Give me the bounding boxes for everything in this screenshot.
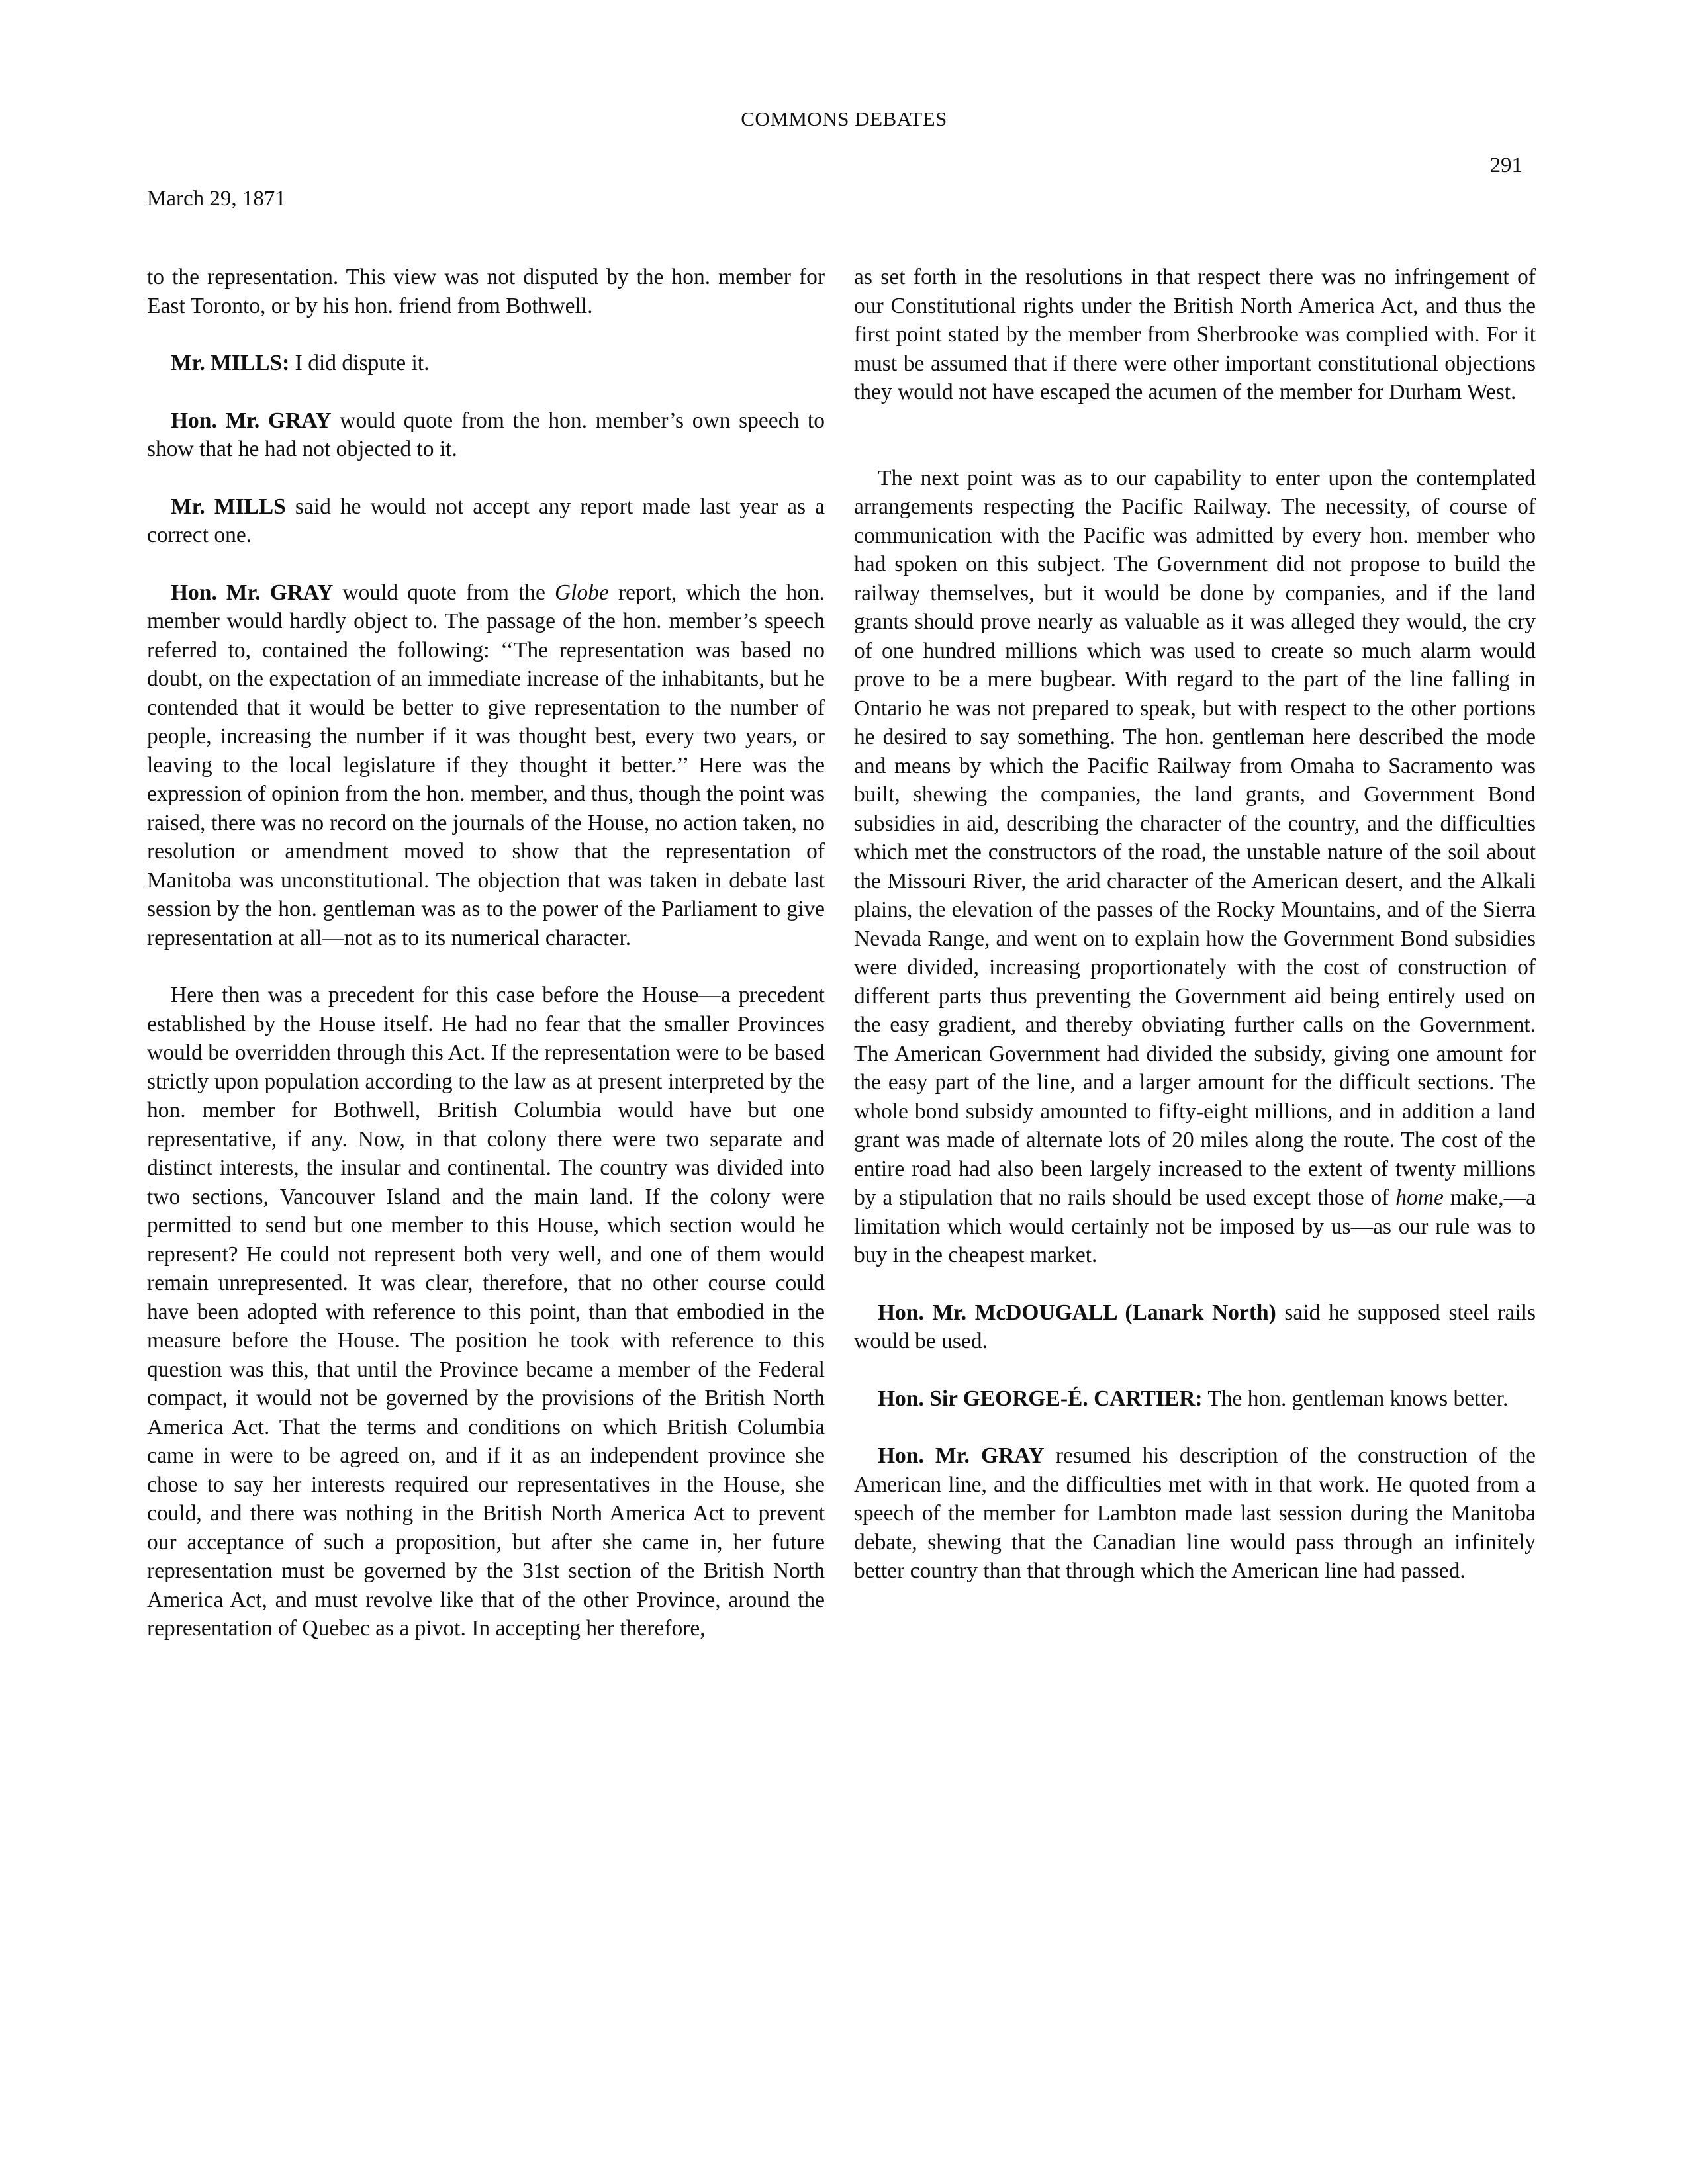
paragraph-text: as set forth in the resolutions in that respect there was no infringement of our Constitutional rights under the British North America Act, and thus the first point stated by the member from Sherbrooke was complied with. For it must be assumed that if there were other important constitutional objections they would not have escaped the acumen of the member for Durham West.	[854, 265, 1536, 404]
speaker-name: Hon. Sir GEORGE-É. CARTIER:	[878, 1386, 1203, 1411]
paragraph	[147, 492, 825, 550]
paragraph-text: said he supposed steel rails would be used.	[854, 1300, 1536, 1353]
paragraph-text: to the representation. This view was not disputed by the hon. member for East Toronto, or by his hon. friend from Bothwell.	[147, 265, 825, 318]
paragraph-text: I did dispute it.	[289, 351, 430, 375]
paragraph	[854, 1441, 1536, 1586]
speaker-name: Mr. MILLS:	[171, 351, 290, 375]
speaker-name: Mr. MILLS	[171, 494, 286, 519]
speaker-name: Hon. Mr. GRAY	[171, 580, 334, 605]
speaker-name: Hon. Mr. McDOUGALL (Lanark North)	[878, 1300, 1276, 1325]
paragraph-text: would quote from the	[333, 580, 555, 605]
italic-text: home	[1395, 1185, 1444, 1210]
running-header-title: COMMONS DEBATES	[741, 107, 947, 130]
paragraph-text: Here then was a precedent for this case before the House—a precedent established by the House itself. He had no fear that the smaller Provinces would be overridden through this Act. If the representation were to be based strictly upon population according to the law as at present interpreted by the hon. member for Bothwell, British Columbia would have but one representative, if any. Now, in that colony there were two separate and distinct interests, the insular and continental. The country was divided into two sections, Vancouver Island and the main land. If the colony were permitted to send but one member to this House, which section would he represent? He could not represent both very well, and one of them would remain unrepresented. It was clear, therefore, that no other course could have been adopted with reference to this point, than that embodied in the measure before the House. The position he took with reference to this question was this, that until the Province became a member of the Federal compact, it would not be governed by the provisions of the British North America Act. That the terms and conditions on which British Columbia came in were to be agreed on, and if it as an independent province she chose to say her interests required our representatives in the House, she could, and there was nothing in the British North America Act to prevent our acceptance of such a proposition, but after she came in, her future representation must be governed by the 31st section of the British North America Act, and must revolve like that of the other Province, around the representation of Quebec as a pivot. In accepting her therefore,	[147, 983, 825, 1641]
paragraph	[147, 349, 825, 378]
sitting-date: March 29, 1871	[147, 187, 286, 210]
speaker-name: Hon. Mr. GRAY	[878, 1443, 1045, 1468]
italic-text: Globe	[554, 580, 609, 605]
paragraph-text: make,—a limitation which would certainly not be imposed by us—as our rule was to buy in the cheapest market.	[854, 1185, 1536, 1267]
left-column	[147, 263, 825, 1672]
paragraph	[854, 1298, 1536, 1356]
paragraph	[854, 263, 1536, 407]
right-column	[854, 263, 1536, 1614]
paragraph-text: The hon. gentleman knows better.	[1202, 1386, 1509, 1411]
paragraph	[147, 263, 825, 320]
paragraph	[147, 406, 825, 464]
paragraph-text: resumed his description of the construction of the American line, and the difficulties met with in that work. He quoted from a speech of the member for Lambton made last session during the Manitoba debate, shewing that the Canadian line would pass through an infinitely better country than that through which the American line had passed.	[854, 1443, 1536, 1583]
paragraph	[147, 981, 825, 1643]
paragraph-text: would quote from the hon. member’s own speech to show that he had not objected to it.	[147, 408, 825, 461]
paragraph	[854, 1385, 1536, 1414]
speaker-name: Hon. Mr. GRAY	[171, 408, 332, 433]
paragraph-text: said he would not accept any report made last year as a correct one.	[147, 494, 825, 547]
paragraph	[854, 464, 1536, 1270]
page-number: 291	[1489, 154, 1523, 177]
paragraph	[147, 578, 825, 953]
paragraph-text: The next point was as to our capability to enter upon the contemplated arrangements respecting the Pacific Railway. The necessity, of course of communication with the Pacific was admitted by every hon. member who had spoken on this subject. The Government did not propose to build the railway themselves, but it would be done by companies, and if the land grants should prove nearly as valuable as it was alleged they would, the cry of one hundred millions which was used to create so much alarm would prove to be a mere bugbear. With regard to the part of the line falling in Ontario he was not prepared to speak, but with respect to the other portions he desired to say something. The hon. gentleman here described the mode and means by which the Pacific Railway from Omaha to Sacramento was built, shewing the companies, the land grants, and Government Bond subsidies in aid, describing the character of the country, and the difficulties which met the constructors of the road, the unstable nature of the soil about the Missouri River, the arid character of the American desert, and the Alkali plains, the elevation of the passes of the Rocky Mountains, and of the Sierra Nevada Range, and went on to explain how the Government Bond subsidies were divided, increasing proportionately with the cost of construction of different parts thus preventing the Government aid being entirely used on the easy gradient, and thereby obviating further calls on the Government. The American Government had divided the subsidy, giving one amount for the easy part of the line, and a larger amount for the difficult sections. The whole bond subsidy amounted to fifty-eight millions, and in addition a land grant was made of alternate lots of 20 miles along the route. The cost of the entire road had also been largely increased to the extent of twenty millions by a stipulation that no rails should be used except those of	[854, 465, 1536, 1210]
paragraph-text: report, which the hon. member would hardly object to. The passage of the hon. member’s speech referred to, contained the following: ‘‘The representation was based no doubt, on the expectation of an immediate increase of the inhabitants, but he contended that it would be better to give representation to the number of people, increasing the number if it was thought best, every two years, or leaving to the local legislature if they thought it better.’’ Here was the expression of opinion from the hon. member, and thus, though the point was raised, there was no record on the journals of the House, no action taken, no resolution or amendment moved to show that the representation of Manitoba was unconstitutional. The objection that was taken in debate last session by the hon. gentleman was as to the power of the Parliament to give representation at all—not as to its numerical character.	[147, 580, 825, 950]
